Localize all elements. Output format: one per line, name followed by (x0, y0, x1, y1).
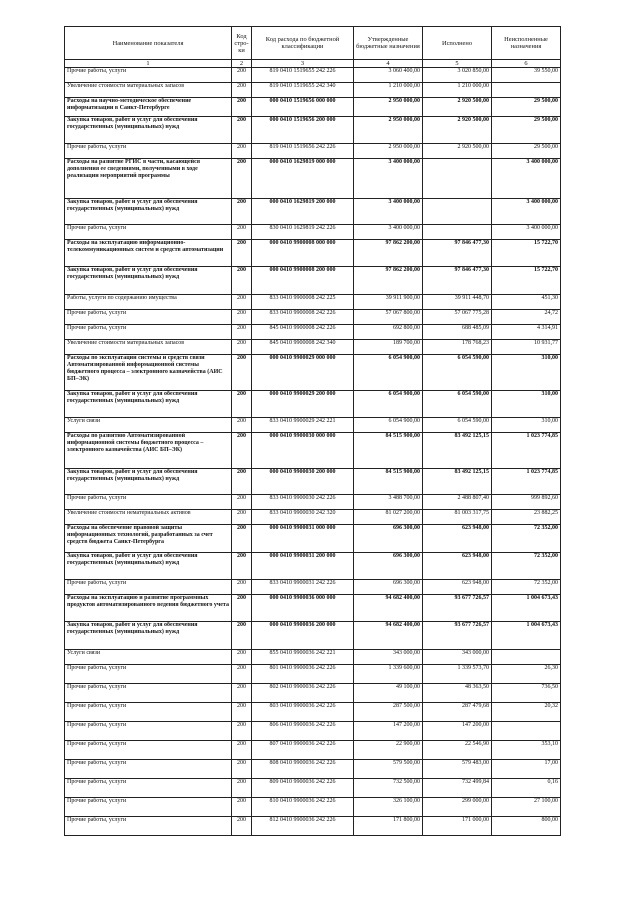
row-indicator-name: Увеличение стоимости нематериальных активов (65, 510, 232, 525)
row-executed-amount: 579 483,00 (423, 760, 492, 779)
table-row (65, 779, 561, 798)
row-unexecuted-amount: 26,30 (492, 665, 561, 684)
column-number: 6 (492, 60, 561, 68)
row-line-code: 200 (232, 553, 252, 580)
header-expense-code: Код расхода по бюджетной классификации (252, 27, 354, 60)
row-unexecuted-amount: 310,00 (492, 418, 561, 433)
row-indicator-name: Прочие работы, услуги (65, 495, 232, 510)
row-unexecuted-amount: 736,50 (492, 684, 561, 703)
row-line-code: 200 (232, 665, 252, 684)
table-row (65, 83, 561, 98)
row-expense-code: 833 0410 9900008 242 226 (252, 310, 354, 325)
row-indicator-name: Расходы на обеспечение правовой защиты информационных технологий, разработанных за счет средств бюджета Санкт-Петербурга (65, 525, 232, 553)
row-executed-amount: 732 499,84 (423, 779, 492, 798)
row-unexecuted-amount: 1 023 774,85 (492, 433, 561, 469)
row-expense-code: 000 0410 1519656 000 000 (252, 98, 354, 117)
row-indicator-name: Прочие работы, услуги (65, 225, 232, 240)
row-approved-amount: 3 400 000,00 (354, 159, 423, 199)
row-executed-amount: 2 920 500,00 (423, 144, 492, 159)
header-approved: Утвержденные бюджетные назначения (354, 27, 423, 60)
row-unexecuted-amount: 310,00 (492, 355, 561, 391)
row-approved-amount: 696 300,00 (354, 553, 423, 580)
row-executed-amount: 57 067 775,28 (423, 310, 492, 325)
header-executed: Исполнено (423, 27, 492, 60)
row-line-code: 200 (232, 391, 252, 418)
row-expense-code: 833 0410 9900008 242 225 (252, 295, 354, 310)
row-expense-code: 808 0410 9900036 242 226 (252, 760, 354, 779)
row-indicator-name: Прочие работы, услуги (65, 703, 232, 722)
row-indicator-name: Расходы на эксплуатацию информационно-телекоммуникационных систем и средств автоматизации (65, 240, 232, 267)
row-expense-code: 819 0410 1519655 242 340 (252, 83, 354, 98)
row-indicator-name: Закупка товаров, работ и услуг для обеспечения государственных (муниципальных) нужд (65, 267, 232, 295)
row-line-code: 200 (232, 225, 252, 240)
row-unexecuted-amount: 17,00 (492, 760, 561, 779)
row-approved-amount: 3 060 400,00 (354, 68, 423, 83)
row-approved-amount: 97 862 200,00 (354, 267, 423, 295)
row-indicator-name: Услуги связи (65, 650, 232, 665)
row-indicator-name: Прочие работы, услуги (65, 310, 232, 325)
row-line-code: 200 (232, 199, 252, 225)
table-row (65, 684, 561, 703)
row-approved-amount: 147 200,00 (354, 722, 423, 741)
row-expense-code: 000 0410 9900029 000 000 (252, 355, 354, 391)
row-expense-code: 833 0410 9900030 242 226 (252, 495, 354, 510)
table-row (65, 495, 561, 510)
table-row (65, 418, 561, 433)
row-line-code: 200 (232, 525, 252, 553)
row-executed-amount: 623 948,00 (423, 553, 492, 580)
row-indicator-name: Увеличение стоимости материальных запасов (65, 83, 232, 98)
row-unexecuted-amount: 3 400 000,00 (492, 199, 561, 225)
row-executed-amount: 48 363,50 (423, 684, 492, 703)
row-expense-code: 000 0410 9900008 200 000 (252, 267, 354, 295)
row-expense-code: 000 0410 1629819 200 000 (252, 199, 354, 225)
row-indicator-name: Работы, услуги по содержанию имущества (65, 295, 232, 310)
row-line-code: 200 (232, 310, 252, 325)
row-executed-amount: 93 677 726,57 (423, 622, 492, 650)
row-executed-amount: 2 920 500,00 (423, 98, 492, 117)
row-indicator-name: Прочие работы, услуги (65, 741, 232, 760)
row-expense-code: 806 0410 9900036 242 226 (252, 722, 354, 741)
row-approved-amount: 6 054 900,00 (354, 391, 423, 418)
row-line-code: 200 (232, 159, 252, 199)
row-line-code: 200 (232, 355, 252, 391)
table-row (65, 433, 561, 469)
row-executed-amount: 83 492 125,15 (423, 469, 492, 495)
row-indicator-name: Прочие работы, услуги (65, 817, 232, 836)
row-approved-amount: 189 700,00 (354, 340, 423, 355)
row-indicator-name: Прочие работы, услуги (65, 779, 232, 798)
row-unexecuted-amount: 24,72 (492, 310, 561, 325)
row-line-code: 200 (232, 510, 252, 525)
row-indicator-name: Прочие работы, услуги (65, 760, 232, 779)
row-approved-amount: 6 054 900,00 (354, 355, 423, 391)
row-indicator-name: Прочие работы, услуги (65, 325, 232, 340)
row-unexecuted-amount: 15 722,70 (492, 267, 561, 295)
header-indicator-name: Наименование показателя (65, 27, 232, 60)
row-approved-amount: 1 210 000,00 (354, 83, 423, 98)
row-line-code: 200 (232, 418, 252, 433)
row-expense-code: 000 0410 9900031 200 000 (252, 553, 354, 580)
row-executed-amount: 147 200,00 (423, 722, 492, 741)
row-executed-amount: 3 020 850,00 (423, 68, 492, 83)
row-indicator-name: Услуги связи (65, 418, 232, 433)
row-line-code: 200 (232, 595, 252, 622)
row-unexecuted-amount: 4 314,91 (492, 325, 561, 340)
row-expense-code: 819 0410 1519655 242 226 (252, 68, 354, 83)
column-number-row (65, 60, 561, 68)
table-row (65, 580, 561, 595)
row-executed-amount: 2 488 807,40 (423, 495, 492, 510)
row-indicator-name: Закупка товаров, работ и услуг для обеспечения государственных (муниципальных) нужд (65, 391, 232, 418)
row-approved-amount: 39 911 900,00 (354, 295, 423, 310)
row-indicator-name: Прочие работы, услуги (65, 580, 232, 595)
column-number: 3 (252, 60, 354, 68)
row-executed-amount (423, 225, 492, 240)
row-unexecuted-amount: 1 023 774,85 (492, 469, 561, 495)
row-expense-code: 000 0410 9900031 000 000 (252, 525, 354, 553)
row-executed-amount: 343 000,00 (423, 650, 492, 665)
row-approved-amount: 3 488 700,00 (354, 495, 423, 510)
table-row (65, 267, 561, 295)
row-unexecuted-amount: 0,16 (492, 779, 561, 798)
row-expense-code: 000 0410 1629819 000 000 (252, 159, 354, 199)
row-unexecuted-amount (492, 83, 561, 98)
table-row (65, 144, 561, 159)
table-row (65, 469, 561, 495)
row-unexecuted-amount: 72 352,00 (492, 580, 561, 595)
row-approved-amount: 287 500,00 (354, 703, 423, 722)
table-row (65, 98, 561, 117)
table-row (65, 722, 561, 741)
table-row (65, 295, 561, 310)
row-unexecuted-amount: 29 500,00 (492, 117, 561, 144)
row-approved-amount: 2 950 000,00 (354, 98, 423, 117)
row-approved-amount: 171 800,00 (354, 817, 423, 836)
table-row (65, 225, 561, 240)
row-indicator-name: Расходы на развитие РГИС в части, касающейся дополнения ее сведениями, полученными в ходе реализации мероприятий программы (65, 159, 232, 199)
row-unexecuted-amount: 3 400 000,00 (492, 159, 561, 199)
row-unexecuted-amount: 72 352,00 (492, 553, 561, 580)
row-approved-amount: 343 000,00 (354, 650, 423, 665)
row-unexecuted-amount (492, 722, 561, 741)
row-executed-amount: 1 339 573,70 (423, 665, 492, 684)
row-executed-amount: 688 485,09 (423, 325, 492, 340)
row-unexecuted-amount: 1 004 673,43 (492, 595, 561, 622)
row-approved-amount: 2 950 000,00 (354, 117, 423, 144)
row-indicator-name: Прочие работы, услуги (65, 684, 232, 703)
row-expense-code: 845 0410 9900008 242 340 (252, 340, 354, 355)
row-indicator-name: Расходы на научно-методическое обеспечение информатизации в Санкт-Петербурге (65, 98, 232, 117)
row-approved-amount: 81 027 200,00 (354, 510, 423, 525)
row-executed-amount: 2 920 500,00 (423, 117, 492, 144)
row-approved-amount: 94 682 400,00 (354, 622, 423, 650)
row-unexecuted-amount: 29 500,00 (492, 144, 561, 159)
row-indicator-name: Закупка товаров, работ и услуг для обеспечения государственных (муниципальных) нужд (65, 117, 232, 144)
table-row (65, 553, 561, 580)
row-approved-amount: 579 500,00 (354, 760, 423, 779)
row-line-code: 200 (232, 325, 252, 340)
row-indicator-name: Увеличение стоимости материальных запасов (65, 340, 232, 355)
table-row (65, 159, 561, 199)
row-unexecuted-amount: 800,00 (492, 817, 561, 836)
table-row (65, 340, 561, 355)
row-line-code: 200 (232, 340, 252, 355)
row-line-code: 200 (232, 98, 252, 117)
row-unexecuted-amount: 451,30 (492, 295, 561, 310)
row-line-code: 200 (232, 779, 252, 798)
row-approved-amount: 696 300,00 (354, 580, 423, 595)
row-approved-amount: 84 515 900,00 (354, 469, 423, 495)
table-row (65, 650, 561, 665)
row-unexecuted-amount: 27 100,00 (492, 798, 561, 817)
row-expense-code: 801 0410 9900036 242 226 (252, 665, 354, 684)
row-approved-amount: 97 862 200,00 (354, 240, 423, 267)
column-number: 5 (423, 60, 492, 68)
table-row (65, 325, 561, 340)
row-expense-code: 803 0410 9900036 242 226 (252, 703, 354, 722)
row-expense-code: 845 0410 9900008 242 226 (252, 325, 354, 340)
row-line-code: 200 (232, 68, 252, 83)
row-executed-amount: 97 846 477,30 (423, 267, 492, 295)
row-executed-amount: 93 677 726,57 (423, 595, 492, 622)
column-number: 1 (65, 60, 232, 68)
row-unexecuted-amount: 39 550,00 (492, 68, 561, 83)
row-approved-amount: 692 800,00 (354, 325, 423, 340)
table-row (65, 703, 561, 722)
row-line-code: 200 (232, 703, 252, 722)
row-expense-code: 833 0410 9900029 242 221 (252, 418, 354, 433)
row-unexecuted-amount: 20,32 (492, 703, 561, 722)
row-unexecuted-amount: 999 892,60 (492, 495, 561, 510)
header-line-code: Код стро-ки (232, 27, 252, 60)
table-body (65, 68, 561, 836)
row-executed-amount: 81 003 317,75 (423, 510, 492, 525)
row-executed-amount: 178 768,23 (423, 340, 492, 355)
row-approved-amount: 696 300,00 (354, 525, 423, 553)
row-indicator-name: Прочие работы, услуги (65, 144, 232, 159)
row-line-code: 200 (232, 798, 252, 817)
row-unexecuted-amount: 1 004 673,43 (492, 622, 561, 650)
row-line-code: 200 (232, 495, 252, 510)
header-unexecuted: Неисполненные назначения (492, 27, 561, 60)
row-expense-code: 000 0410 9900036 200 000 (252, 622, 354, 650)
row-expense-code: 855 0410 9900036 242 221 (252, 650, 354, 665)
table-row (65, 741, 561, 760)
table-row (65, 510, 561, 525)
row-line-code: 200 (232, 433, 252, 469)
row-unexecuted-amount: 310,00 (492, 391, 561, 418)
row-indicator-name: Расходы по развитию Автоматизированной информационной системы бюджетного процесса – электронного казначейства (АИС БП–ЭК) (65, 433, 232, 469)
row-expense-code: 000 0410 9900030 000 000 (252, 433, 354, 469)
row-approved-amount: 6 054 900,00 (354, 418, 423, 433)
row-approved-amount: 732 500,00 (354, 779, 423, 798)
row-executed-amount: 6 054 590,00 (423, 391, 492, 418)
row-line-code: 200 (232, 240, 252, 267)
row-expense-code: 000 0410 9900008 000 000 (252, 240, 354, 267)
row-executed-amount: 299 000,00 (423, 798, 492, 817)
row-executed-amount: 97 846 477,30 (423, 240, 492, 267)
row-expense-code: 812 0410 9900036 242 226 (252, 817, 354, 836)
row-executed-amount: 6 054 590,00 (423, 418, 492, 433)
row-line-code: 200 (232, 817, 252, 836)
row-indicator-name: Закупка товаров, работ и услуг для обеспечения государственных (муниципальных) нужд (65, 199, 232, 225)
row-unexecuted-amount: 15 722,70 (492, 240, 561, 267)
row-line-code: 200 (232, 722, 252, 741)
row-expense-code: 809 0410 9900036 242 226 (252, 779, 354, 798)
table-row (65, 798, 561, 817)
table-row (65, 665, 561, 684)
row-line-code: 200 (232, 469, 252, 495)
row-indicator-name: Расходы по эксплуатации системы и средств связи Автоматизированной информационной системы бюджетного процесса – электронного казначейства (АИС БП–ЭК) (65, 355, 232, 391)
column-number: 2 (232, 60, 252, 68)
row-indicator-name: Прочие работы, услуги (65, 798, 232, 817)
row-unexecuted-amount: 23 882,25 (492, 510, 561, 525)
row-unexecuted-amount: 29 500,00 (492, 98, 561, 117)
row-expense-code: 810 0410 9900036 242 226 (252, 798, 354, 817)
row-line-code: 200 (232, 684, 252, 703)
row-executed-amount: 83 492 125,15 (423, 433, 492, 469)
row-line-code: 200 (232, 117, 252, 144)
row-expense-code: 830 0410 1629819 242 226 (252, 225, 354, 240)
row-approved-amount: 3 400 000,00 (354, 225, 423, 240)
row-line-code: 200 (232, 741, 252, 760)
row-executed-amount (423, 159, 492, 199)
table-header-row (65, 27, 561, 60)
row-line-code: 200 (232, 144, 252, 159)
table-row (65, 760, 561, 779)
row-line-code: 200 (232, 760, 252, 779)
row-approved-amount: 2 950 000,00 (354, 144, 423, 159)
table-row (65, 622, 561, 650)
table-row (65, 310, 561, 325)
row-executed-amount: 39 911 448,70 (423, 295, 492, 310)
row-indicator-name: Прочие работы, услуги (65, 665, 232, 684)
row-approved-amount: 49 100,00 (354, 684, 423, 703)
row-executed-amount (423, 199, 492, 225)
row-line-code: 200 (232, 580, 252, 595)
row-approved-amount: 326 100,00 (354, 798, 423, 817)
row-indicator-name: Закупка товаров, работ и услуг для обеспечения государственных (муниципальных) нужд (65, 469, 232, 495)
table-row (65, 240, 561, 267)
row-unexecuted-amount: 3 400 000,00 (492, 225, 561, 240)
row-approved-amount: 3 400 000,00 (354, 199, 423, 225)
row-executed-amount: 22 546,90 (423, 741, 492, 760)
row-approved-amount: 22 900,00 (354, 741, 423, 760)
row-line-code: 200 (232, 83, 252, 98)
row-expense-code: 819 0410 1519656 242 226 (252, 144, 354, 159)
row-line-code: 200 (232, 622, 252, 650)
column-number: 4 (354, 60, 423, 68)
row-indicator-name: Закупка товаров, работ и услуг для обеспечения государственных (муниципальных) нужд (65, 622, 232, 650)
row-executed-amount: 1 210 000,00 (423, 83, 492, 98)
table-row (65, 817, 561, 836)
budget-execution-table (64, 26, 561, 836)
row-line-code: 200 (232, 267, 252, 295)
table-row (65, 117, 561, 144)
row-indicator-name: Расходы на эксплуатацию и развитие программных продуктов автоматизированного ведения бюджетного учета (65, 595, 232, 622)
row-expense-code: 833 0410 9900030 242 320 (252, 510, 354, 525)
row-line-code: 200 (232, 650, 252, 665)
row-executed-amount: 623 948,00 (423, 525, 492, 553)
row-expense-code: 000 0410 9900030 200 000 (252, 469, 354, 495)
row-approved-amount: 57 067 800,00 (354, 310, 423, 325)
table-row (65, 355, 561, 391)
row-approved-amount: 84 515 900,00 (354, 433, 423, 469)
table-row (65, 595, 561, 622)
row-unexecuted-amount (492, 650, 561, 665)
row-expense-code: 802 0410 9900036 242 226 (252, 684, 354, 703)
table-row (65, 199, 561, 225)
table-row (65, 391, 561, 418)
table-row (65, 525, 561, 553)
table-row (65, 68, 561, 83)
row-indicator-name: Закупка товаров, работ и услуг для обеспечения государственных (муниципальных) нужд (65, 553, 232, 580)
row-expense-code: 000 0410 9900036 000 000 (252, 595, 354, 622)
row-indicator-name: Прочие работы, услуги (65, 722, 232, 741)
row-executed-amount: 623 948,00 (423, 580, 492, 595)
row-expense-code: 000 0410 9900029 200 000 (252, 391, 354, 418)
row-approved-amount: 94 682 400,00 (354, 595, 423, 622)
row-expense-code: 000 0410 1519656 200 000 (252, 117, 354, 144)
row-executed-amount: 6 054 590,00 (423, 355, 492, 391)
row-unexecuted-amount: 10 931,77 (492, 340, 561, 355)
row-executed-amount: 287 479,68 (423, 703, 492, 722)
row-line-code: 200 (232, 295, 252, 310)
row-unexecuted-amount: 72 352,00 (492, 525, 561, 553)
row-executed-amount: 171 000,00 (423, 817, 492, 836)
row-expense-code: 833 0410 9900031 242 226 (252, 580, 354, 595)
row-approved-amount: 1 339 600,00 (354, 665, 423, 684)
row-unexecuted-amount: 353,10 (492, 741, 561, 760)
row-expense-code: 807 0410 9900036 242 226 (252, 741, 354, 760)
row-indicator-name: Прочие работы, услуги (65, 68, 232, 83)
